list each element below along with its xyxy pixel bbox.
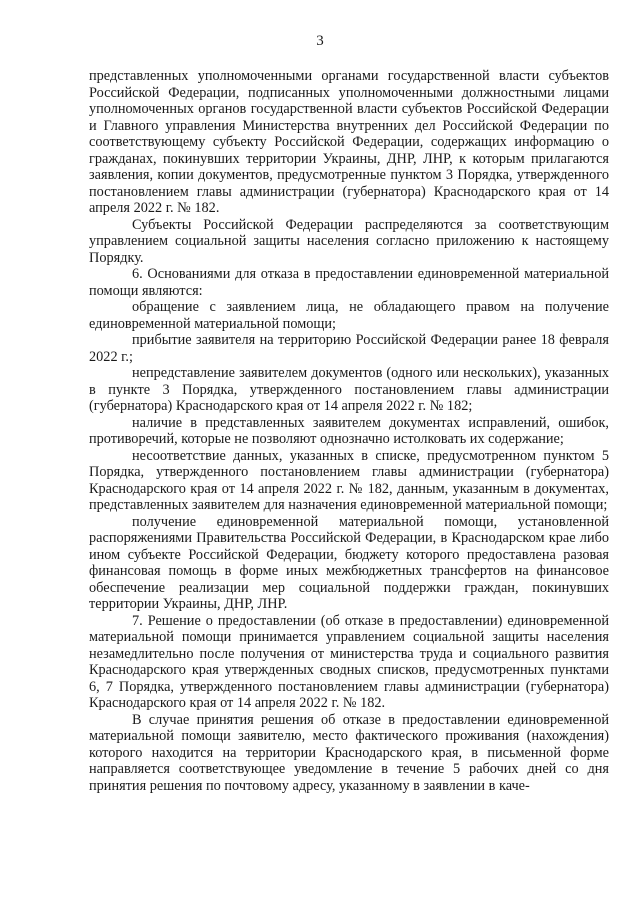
paragraph-2: Субъекты Российской Федерации распределяются за соответствующим управлением социальной защиты населения согласно приложению к настоящему Порядку. — [89, 216, 609, 266]
paragraph-8: несоответствие данных, указанных в списке, предусмотренном пунктом 5 Порядка, утвержденного постановлением главы администрации (губернатора) Краснодарского края от 14 апреля 2022 г. № 182, данным, указанным в документах, представленных заявителем для назначения единовременной материальной помощи; — [89, 447, 609, 513]
paragraph-5: прибытие заявителя на территорию Российской Федерации ранее 18 февраля 2022 г.; — [89, 332, 609, 365]
paragraph-7: наличие в представленных заявителем документах исправлений, ошибок, противоречий, которые не позволяют однозначно истолковать их содержание; — [89, 414, 609, 447]
document-body — [89, 68, 609, 794]
paragraph-9: получение единовременной материальной помощи, установленной распоряжениями Правительства Российской Федерации, в Краснодарском крае либо ином субъекте Российской Федерации, бюджету которого предоставлена разовая финансовая помощь в форме иных межбюджетных трансфертов на финансовое обеспечение реализации мер социальной поддержки граждан, покинувших территории Украины, ДНР, ЛНР. — [89, 513, 609, 612]
paragraph-3: 6. Основаниями для отказа в предоставлении единовременной материальной помощи являются: — [89, 266, 609, 299]
page-number: 3 — [316, 33, 324, 49]
paragraph-10: 7. Решение о предоставлении (об отказе в предоставлении) единовременной материальной помощи принимается управлением социальной защиты населения незамедлительно после получения от министерства труда и социального развития Краснодарского края утвержденных сводных списков, предусмотренных пунктами 6, 7 Порядка, утвержденного постановлением главы администрации (губернатора) Краснодарского края от 14 апреля 2022 г. № 182. — [89, 612, 609, 711]
paragraph-1: представленных уполномоченными органами государственной власти субъектов Российской Федерации, подписанных уполномоченными должностными лицами уполномоченных органов государственной власти субъектов Российской Федерации и Главного управления Министерства внутренних дел Российской Федерации по соответствующему субъекту Российской Федерации, содержащих информацию о гражданах, покинувших территории Украины, ДНР, ЛНР, к которым прилагаются заявления, копии документов, предусмотренные пунктом 3 Порядка, утвержденного постановлением главы администрации (губернатора) Краснодарского края от 14 апреля 2022 г. № 182. — [89, 68, 609, 216]
paragraph-4: обращение с заявлением лица, не обладающего правом на получение единовременной материальной помощи; — [89, 299, 609, 332]
paragraph-11: В случае принятия решения об отказе в предоставлении единовременной материальной помощи заявителю, место фактического проживания (нахождения) которого находится на территории Краснодарского края, в письменной форме направляется соответствующее уведомление в течение 5 рабочих дней со дня принятия решения по почтовому адресу, указанному в заявлении в каче- — [89, 711, 609, 794]
paragraph-6: непредставление заявителем документов (одного или нескольких), указанных в пункте 3 Порядка, утвержденного постановлением главы администрации (губернатора) Краснодарского края от 14 апреля 2022 г. № 182; — [89, 365, 609, 414]
